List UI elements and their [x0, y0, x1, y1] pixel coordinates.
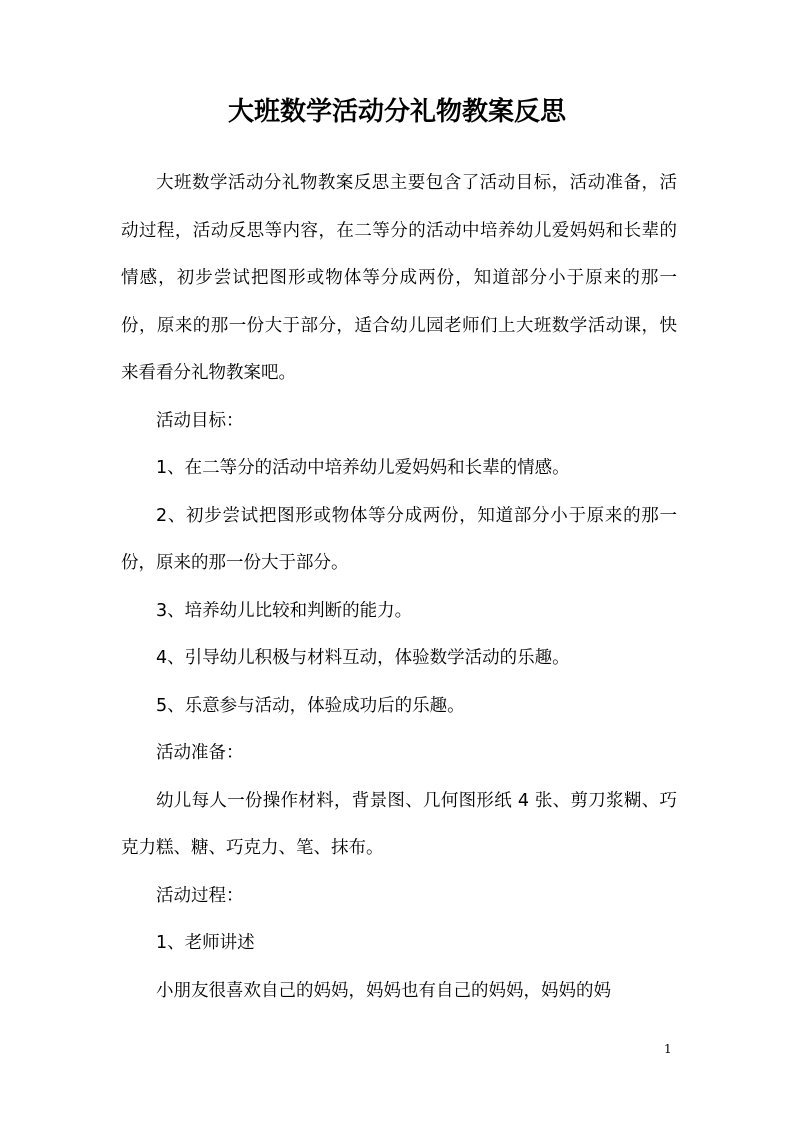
goal-item-4: 4、引导幼儿积极与材料互动，体验数学活动的乐趣。: [156, 648, 570, 668]
section-heading-process: 活动过程：: [156, 885, 244, 906]
document-body: [121, 160, 677, 1015]
goal-item-2: 2、初步尝试把图形或物体等分成两份，知道部分小于原来的那一份，原来的那一份大于部分。: [121, 505, 677, 573]
section-heading-goals: 活动目标：: [156, 410, 244, 431]
process-paragraph: 小朋友很喜欢自己的妈妈，妈妈也有自己的妈妈，妈妈的妈: [156, 980, 611, 1001]
goal-item-1: 1、在二等分的活动中培养幼儿爱妈妈和长辈的情感。: [156, 458, 570, 478]
preparation-paragraph: 幼儿每人一份操作材料，背景图、几何图形纸 4 张、剪刀浆糊、巧克力糕、糖、巧克力、笔、抹布。: [121, 790, 677, 858]
section-heading-preparation: 活动准备：: [156, 743, 244, 763]
goal-item-5: 5、乐意参与活动，体验成功后的乐趣。: [156, 695, 465, 716]
document-title: 大班数学活动分礼物教案反思: [227, 97, 566, 127]
intro-paragraph: 大班数学活动分礼物教案反思主要包含了活动目标，活动准备，活动过程，活动反思等内容，在二等分的活动中培养幼儿爱妈妈和长辈的情感，初步尝试把图形或物体等分成两份，知道部分小于原来的那一份，原来的那一份大于部分，适合幼儿园老师们上大班数学活动课，快来看看分礼物教案吧。: [121, 173, 677, 383]
process-step-1: 1、老师讲述: [156, 933, 255, 953]
goal-item-3: 3、培养幼儿比较和判断的能力。: [156, 600, 413, 621]
page-number: 1: [664, 1042, 672, 1056]
